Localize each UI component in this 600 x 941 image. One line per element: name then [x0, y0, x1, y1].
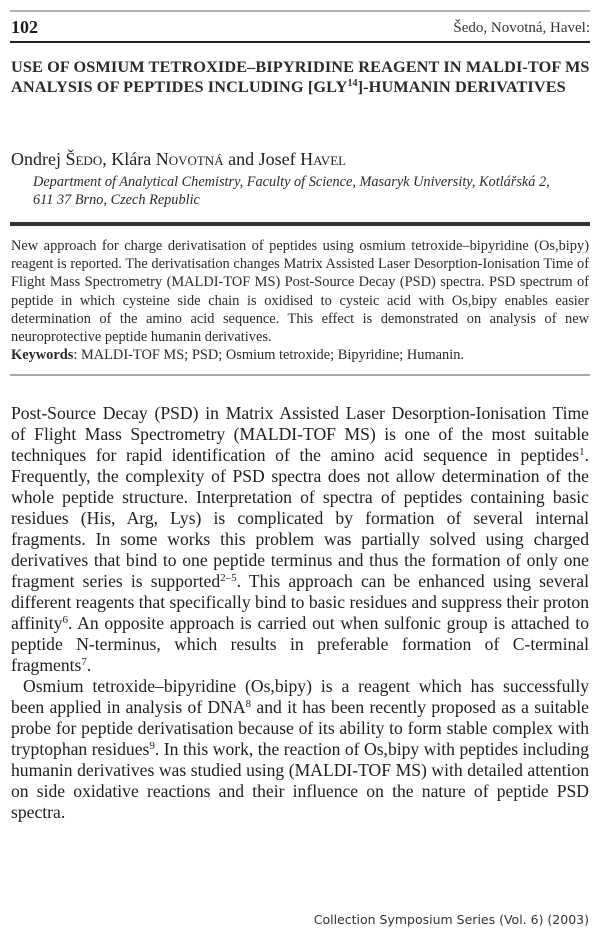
page-number: 102 [11, 17, 38, 37]
abstract-text: New approach for charge derivatisation of peptides using osmium tetroxide–bipyridine (Os,bipy) reagent is reported. The derivatisation changes Matrix Assisted Laser Desorption-Ionisation Time of Flight Mass Spectrometry (MALDI-TOF MS) Post-Source Decay (PSD) spectra. PSD spectrum of peptide in which cysteine side chain is oxidised to cysteic acid with Os,bipy enables easier determination of the amino acid sequence. This effect is demonstrated on analysis of new neuroprotective peptide humanin derivatives. [11, 238, 589, 346]
text-run: . This approach can be enhanced using several different reagents that specifically bind to basic residues and suppress their proton affinity [11, 571, 589, 633]
text-run: Post-Source Decay (PSD) in Matrix Assisted Laser Desorption-Ionisation Time of Flight Mass Spectrometry (MALDI-TOF MS) is one of the most suitable techniques for rapid identification of the amino acid sequence in peptides [11, 403, 589, 465]
abstract-top-rule [10, 222, 590, 226]
text-run: . In this work, the reaction of Os,bipy with peptides including humanin derivatives was studied using (MALDI-TOF MS) with detailed attention on side oxidative reactions and their influence on the nature of peptide PSD spectra. [11, 739, 590, 822]
running-head: Šedo, Novotná, Havel: [453, 20, 590, 36]
author-2-first: Klára [111, 149, 152, 169]
text-run: . [86, 655, 92, 675]
title-text-2: ]-HUMANIN DERIVATIVES [357, 77, 566, 96]
article-title [11, 57, 591, 97]
header-top-rule [10, 10, 590, 12]
author-3-last: Havel [300, 149, 347, 169]
keywords [11, 346, 589, 364]
body-text [11, 403, 589, 823]
citation: 6 [62, 614, 68, 626]
affiliation [33, 173, 593, 209]
affiliation-line-1: Department of Analytical Chemistry, Faculty of Science, Masaryk University, Kotlářská 2, [33, 174, 550, 190]
title-superscript: 14 [347, 78, 358, 89]
keywords-label: Keywords [11, 347, 74, 364]
author-3-first: Josef [258, 149, 296, 169]
text-run: Osmium tetroxide–bipyridine (Os,bipy) is a reagent which has successfully been applied in analysis of DNA [11, 676, 589, 717]
title-text-1: USE OF OSMIUM TETROXIDE–BIPYRIDINE REAGENT IN MALDI-TOF MS ANALYSIS OF PEPTIDES INCLUDING [GLY [11, 57, 590, 96]
author-2-last: Novotná [155, 149, 224, 169]
keywords-list: : MALDI-TOF MS; PSD; Osmium tetroxide; Bipyridine; Humanin. [73, 347, 465, 364]
text-run: . An opposite approach is carried out when sulfonic group is attached to peptide N-terminus, which results in preferable formation of C-terminal fragments [11, 613, 589, 675]
body-paragraph-2 [11, 676, 589, 823]
text-run: and it has been recently proposed as a suitable probe for peptide derivatisation because of its ability to form stable complex with tryptophan residues [11, 697, 589, 759]
affiliation-line-2: 611 37 Brno, Czech Republic [33, 192, 200, 208]
author-list [11, 148, 346, 170]
citation: 1 [579, 446, 585, 458]
author-1-first: Ondrej [11, 149, 61, 169]
author-separator: , [102, 149, 112, 169]
author-1-last: Šedo [65, 149, 103, 169]
abstract [11, 237, 589, 364]
citation: 9 [149, 740, 155, 752]
author-separator: and [223, 149, 259, 169]
page-footer: Collection Symposium Series (Vol. 6) (2003) [313, 912, 589, 927]
citation: 2–5 [220, 572, 237, 584]
header-bottom-rule [10, 41, 590, 43]
text-run: . Frequently, the complexity of PSD spectra does not allow determination of the whole peptide structure. Interpretation of spectra of peptides containing basic residues (His, Arg, Lys) is complicated by formation of several internal fragments. In some works this problem was partially solved using charged derivatives that bind to one peptide terminus and thus the formation of only one fragment series is supported [11, 445, 589, 591]
citation: 7 [81, 656, 87, 668]
citation: 8 [245, 698, 252, 710]
abstract-bottom-rule [10, 374, 590, 376]
body-paragraph-1 [11, 403, 589, 676]
